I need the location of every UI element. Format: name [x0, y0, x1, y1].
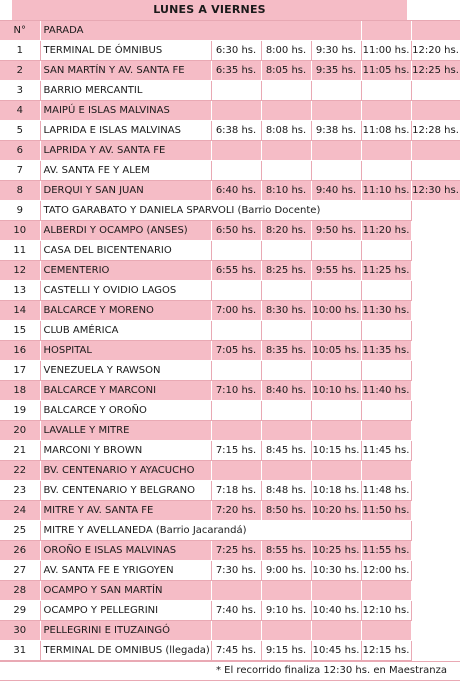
- stop-number: 2: [0, 61, 40, 81]
- header-fill-end: [411, 21, 460, 41]
- stop-number: 23: [0, 481, 40, 501]
- departure-time: [261, 401, 311, 421]
- empty-cell: [411, 201, 460, 221]
- departure-time: 11:30 hs.: [361, 301, 411, 321]
- departure-time: 7:15 hs.: [211, 441, 261, 461]
- table-row: [0, 401, 460, 421]
- departure-time: 6:38 hs.: [211, 121, 261, 141]
- departure-time: 9:40 hs.: [311, 181, 361, 201]
- header-row: [0, 21, 460, 41]
- departure-time: [261, 421, 311, 441]
- schedule-title: LUNES A VIERNES: [153, 3, 266, 16]
- departure-time: 10:40 hs.: [311, 601, 361, 621]
- empty-cell: [411, 561, 460, 581]
- table-row: [0, 201, 460, 221]
- empty-cell: [411, 261, 460, 281]
- stop-number: 21: [0, 441, 40, 461]
- departure-time: [411, 141, 460, 161]
- table-row: [0, 101, 460, 121]
- empty-cell: [411, 321, 460, 341]
- stop-name: HOSPITAL: [40, 341, 211, 361]
- departure-time: [361, 621, 411, 641]
- table-row: [0, 161, 460, 181]
- departure-time: [361, 581, 411, 601]
- departure-time: [311, 101, 361, 121]
- departure-time: 7:40 hs.: [211, 601, 261, 621]
- departure-time: 6:40 hs.: [211, 181, 261, 201]
- departure-time: 7:00 hs.: [211, 301, 261, 321]
- empty-cell: [411, 601, 460, 621]
- table-row: [0, 621, 460, 641]
- departure-time: 8:35 hs.: [261, 341, 311, 361]
- table-row: [0, 481, 460, 501]
- stop-name: LAPRIDA Y AV. SANTA FE: [40, 141, 211, 161]
- stop-number: 16: [0, 341, 40, 361]
- table-row: [0, 141, 460, 161]
- stop-name: CEMENTERIO: [40, 261, 211, 281]
- departure-time: [261, 581, 311, 601]
- departure-time: 11:40 hs.: [361, 381, 411, 401]
- departure-time: 9:30 hs.: [311, 41, 361, 61]
- stop-number: 30: [0, 621, 40, 641]
- schedule-table: [0, 21, 460, 661]
- table-row: [0, 561, 460, 581]
- departure-time: 8:05 hs.: [261, 61, 311, 81]
- departure-time: [211, 101, 261, 121]
- table-row: [0, 261, 460, 281]
- stop-name: TERMINAL DE OMNIBUS (llegada): [40, 641, 211, 661]
- departure-time: [311, 141, 361, 161]
- stop-name: MITRE Y AV. SANTA FE: [40, 501, 211, 521]
- stop-name: LAPRIDA E ISLAS MALVINAS: [40, 121, 211, 141]
- departure-time: [361, 141, 411, 161]
- stop-number: 8: [0, 181, 40, 201]
- departure-time: 12:25 hs.: [411, 61, 460, 81]
- table-row: [0, 541, 460, 561]
- departure-time: 12:00 hs.: [361, 561, 411, 581]
- departure-time: 8:00 hs.: [261, 41, 311, 61]
- table-row: [0, 341, 460, 361]
- departure-time: 8:30 hs.: [261, 301, 311, 321]
- departure-time: [261, 101, 311, 121]
- departure-time: 8:55 hs.: [261, 541, 311, 561]
- stop-name: BV. CENTENARIO Y BELGRANO: [40, 481, 211, 501]
- departure-time: 8:08 hs.: [261, 121, 311, 141]
- departure-time: [361, 421, 411, 441]
- departure-time: 8:20 hs.: [261, 221, 311, 241]
- departure-time: 7:18 hs.: [211, 481, 261, 501]
- departure-time: 8:45 hs.: [261, 441, 311, 461]
- departure-time: [311, 581, 361, 601]
- stop-number: 19: [0, 401, 40, 421]
- table-row: [0, 441, 460, 461]
- departure-time: [361, 241, 411, 261]
- departure-time: [311, 361, 361, 381]
- departure-time: 9:15 hs.: [261, 641, 311, 661]
- departure-time: [261, 461, 311, 481]
- stop-number: 9: [0, 201, 40, 221]
- departure-time: 12:15 hs.: [361, 641, 411, 661]
- departure-time: [361, 321, 411, 341]
- empty-cell: [411, 621, 460, 641]
- stop-number: 25: [0, 521, 40, 541]
- departure-time: [261, 81, 311, 101]
- stop-name: BALCARCE Y OROÑO: [40, 401, 211, 421]
- departure-time: 11:45 hs.: [361, 441, 411, 461]
- empty-cell: [411, 581, 460, 601]
- departure-time: [361, 81, 411, 101]
- title-bar: [0, 0, 460, 21]
- departure-time: [211, 401, 261, 421]
- empty-cell: [411, 521, 460, 541]
- departure-time: [261, 161, 311, 181]
- departure-time: [261, 141, 311, 161]
- empty-cell: [411, 301, 460, 321]
- stop-number: 22: [0, 461, 40, 481]
- stop-name: AV. SANTA FE E YRIGOYEN: [40, 561, 211, 581]
- stop-name: SAN MARTÍN Y AV. SANTA FE: [40, 61, 211, 81]
- departure-time: 11:35 hs.: [361, 341, 411, 361]
- departure-time: 8:40 hs.: [261, 381, 311, 401]
- empty-cell: [411, 341, 460, 361]
- empty-cell: [411, 421, 460, 441]
- departure-time: 11:05 hs.: [361, 61, 411, 81]
- table-row: [0, 281, 460, 301]
- departure-time: 10:00 hs.: [311, 301, 361, 321]
- departure-time: 11:00 hs.: [361, 41, 411, 61]
- departure-time: [211, 81, 261, 101]
- stop-number: 12: [0, 261, 40, 281]
- stop-number: 14: [0, 301, 40, 321]
- stop-number: 20: [0, 421, 40, 441]
- departure-time: [311, 401, 361, 421]
- stop-name: DERQUI Y SAN JUAN: [40, 181, 211, 201]
- table-row: [0, 221, 460, 241]
- table-row: [0, 381, 460, 401]
- table-row: [0, 301, 460, 321]
- table-row: [0, 121, 460, 141]
- empty-cell: [411, 541, 460, 561]
- empty-cell: [411, 381, 460, 401]
- stop-name: AV. SANTA FE Y ALEM: [40, 161, 211, 181]
- departure-time: [311, 421, 361, 441]
- departure-time: [211, 141, 261, 161]
- stop-number: 17: [0, 361, 40, 381]
- departure-time: [261, 621, 311, 641]
- departure-time: 10:15 hs.: [311, 441, 361, 461]
- stop-number: 28: [0, 581, 40, 601]
- empty-cell: [411, 641, 460, 661]
- header-num: N°: [0, 21, 40, 41]
- table-row: [0, 241, 460, 261]
- departure-time: [211, 461, 261, 481]
- departure-time: [261, 241, 311, 261]
- departure-time: 12:28 hs.: [411, 121, 460, 141]
- stop-name: MARCONI Y BROWN: [40, 441, 211, 461]
- departure-time: [211, 241, 261, 261]
- departure-time: [361, 161, 411, 181]
- empty-cell: [411, 361, 460, 381]
- stop-number: 6: [0, 141, 40, 161]
- empty-cell: [411, 441, 460, 461]
- empty-cell: [411, 241, 460, 261]
- departure-time: [311, 81, 361, 101]
- stop-name: BV. CENTENARIO Y AYACUCHO: [40, 461, 211, 481]
- departure-time: [311, 621, 361, 641]
- departure-time: 11:25 hs.: [361, 261, 411, 281]
- departure-time: 11:55 hs.: [361, 541, 411, 561]
- stop-number: 4: [0, 101, 40, 121]
- empty-cell: [411, 461, 460, 481]
- table-row: [0, 521, 460, 541]
- stop-number: 24: [0, 501, 40, 521]
- departure-time: 10:30 hs.: [311, 561, 361, 581]
- departure-time: [361, 461, 411, 481]
- stop-name: OROÑO E ISLAS MALVINAS: [40, 541, 211, 561]
- departure-time: 10:45 hs.: [311, 641, 361, 661]
- stop-number: 1: [0, 41, 40, 61]
- departure-time: 11:08 hs.: [361, 121, 411, 141]
- departure-time: 9:38 hs.: [311, 121, 361, 141]
- table-row: [0, 421, 460, 441]
- departure-time: 7:30 hs.: [211, 561, 261, 581]
- stop-name: ALBERDI Y OCAMPO (ANSES): [40, 221, 211, 241]
- stop-name: LAVALLE Y MITRE: [40, 421, 211, 441]
- departure-time: 7:10 hs.: [211, 381, 261, 401]
- departure-time: [211, 581, 261, 601]
- empty-cell: [411, 401, 460, 421]
- departure-time: [361, 401, 411, 421]
- stop-number: 29: [0, 601, 40, 621]
- departure-time: 9:55 hs.: [311, 261, 361, 281]
- table-row: [0, 361, 460, 381]
- departure-time: 10:05 hs.: [311, 341, 361, 361]
- table-row: [0, 581, 460, 601]
- departure-time: [211, 281, 261, 301]
- table-row: [0, 61, 460, 81]
- departure-time: [311, 281, 361, 301]
- stop-name: BARRIO MERCANTIL: [40, 81, 211, 101]
- stop-name: CASTELLI Y OVIDIO LAGOS: [40, 281, 211, 301]
- stop-name: VENEZUELA Y RAWSON: [40, 361, 211, 381]
- header-stop: PARADA: [40, 21, 361, 41]
- departure-time: 9:35 hs.: [311, 61, 361, 81]
- departure-time: [311, 161, 361, 181]
- stop-number: 10: [0, 221, 40, 241]
- stop-name: OCAMPO Y SAN MARTÍN: [40, 581, 211, 601]
- departure-time: 7:25 hs.: [211, 541, 261, 561]
- departure-time: 7:20 hs.: [211, 501, 261, 521]
- departure-time: 12:10 hs.: [361, 601, 411, 621]
- table-row: [0, 601, 460, 621]
- departure-time: 7:05 hs.: [211, 341, 261, 361]
- stop-name: TERMINAL DE ÓMNIBUS: [40, 41, 211, 61]
- empty-cell: [411, 221, 460, 241]
- departure-time: 6:35 hs.: [211, 61, 261, 81]
- departure-time: [311, 461, 361, 481]
- departure-time: 8:48 hs.: [261, 481, 311, 501]
- footnote: * El recorrido finaliza 12:30 hs. en Maestranza: [0, 661, 460, 681]
- departure-time: 6:50 hs.: [211, 221, 261, 241]
- empty-cell: [411, 481, 460, 501]
- stop-number: 18: [0, 381, 40, 401]
- departure-time: 11:10 hs.: [361, 181, 411, 201]
- departure-time: [261, 361, 311, 381]
- departure-time: 10:20 hs.: [311, 501, 361, 521]
- stop-name: BALCARCE Y MARCONI: [40, 381, 211, 401]
- departure-time: 11:20 hs.: [361, 221, 411, 241]
- departure-time: [311, 321, 361, 341]
- departure-time: 9:50 hs.: [311, 221, 361, 241]
- table-row: [0, 501, 460, 521]
- departure-time: 10:10 hs.: [311, 381, 361, 401]
- table-row: [0, 181, 460, 201]
- empty-cell: [411, 501, 460, 521]
- table-row: [0, 461, 460, 481]
- stop-number: 7: [0, 161, 40, 181]
- departure-time: [411, 101, 460, 121]
- departure-time: 8:10 hs.: [261, 181, 311, 201]
- stop-name: PELLEGRINI E ITUZAINGÓ: [40, 621, 211, 641]
- departure-time: 11:48 hs.: [361, 481, 411, 501]
- stop-name: MAIPÚ E ISLAS MALVINAS: [40, 101, 211, 121]
- departure-time: 11:50 hs.: [361, 501, 411, 521]
- departure-time: 12:30 hs.: [411, 181, 460, 201]
- departure-time: 12:20 hs.: [411, 41, 460, 61]
- departure-time: [411, 161, 460, 181]
- departure-time: 8:50 hs.: [261, 501, 311, 521]
- departure-time: [311, 241, 361, 261]
- stop-name: TATO GARABATO Y DANIELA SPARVOLI (Barrio Docente): [40, 201, 411, 221]
- departure-time: [261, 321, 311, 341]
- departure-time: 7:45 hs.: [211, 641, 261, 661]
- table-row: [0, 641, 460, 661]
- departure-time: [211, 621, 261, 641]
- stop-number: 15: [0, 321, 40, 341]
- stop-name: OCAMPO Y PELLEGRINI: [40, 601, 211, 621]
- departure-time: 10:18 hs.: [311, 481, 361, 501]
- table-row: [0, 81, 460, 101]
- stop-number: 3: [0, 81, 40, 101]
- table-row: [0, 321, 460, 341]
- stop-name: CLUB AMÉRICA: [40, 321, 211, 341]
- departure-time: 10:25 hs.: [311, 541, 361, 561]
- table-row: [0, 41, 460, 61]
- header-fill: [361, 21, 411, 41]
- stop-number: 26: [0, 541, 40, 561]
- departure-time: [361, 361, 411, 381]
- departure-time: 6:55 hs.: [211, 261, 261, 281]
- departure-time: [261, 281, 311, 301]
- stop-number: 31: [0, 641, 40, 661]
- departure-time: [361, 281, 411, 301]
- stop-number: 27: [0, 561, 40, 581]
- departure-time: 8:25 hs.: [261, 261, 311, 281]
- stop-number: 11: [0, 241, 40, 261]
- departure-time: 6:30 hs.: [211, 41, 261, 61]
- stop-name: CASA DEL BICENTENARIO: [40, 241, 211, 261]
- departure-time: [211, 361, 261, 381]
- departure-time: [211, 321, 261, 341]
- departure-time: [411, 81, 460, 101]
- stop-name: BALCARCE Y MORENO: [40, 301, 211, 321]
- stop-name: MITRE Y AVELLANEDA (Barrio Jacarandá): [40, 521, 411, 541]
- stop-number: 5: [0, 121, 40, 141]
- empty-cell: [411, 281, 460, 301]
- departure-time: 9:10 hs.: [261, 601, 311, 621]
- departure-time: [211, 421, 261, 441]
- stop-number: 13: [0, 281, 40, 301]
- departure-time: [361, 101, 411, 121]
- departure-time: [211, 161, 261, 181]
- departure-time: 9:00 hs.: [261, 561, 311, 581]
